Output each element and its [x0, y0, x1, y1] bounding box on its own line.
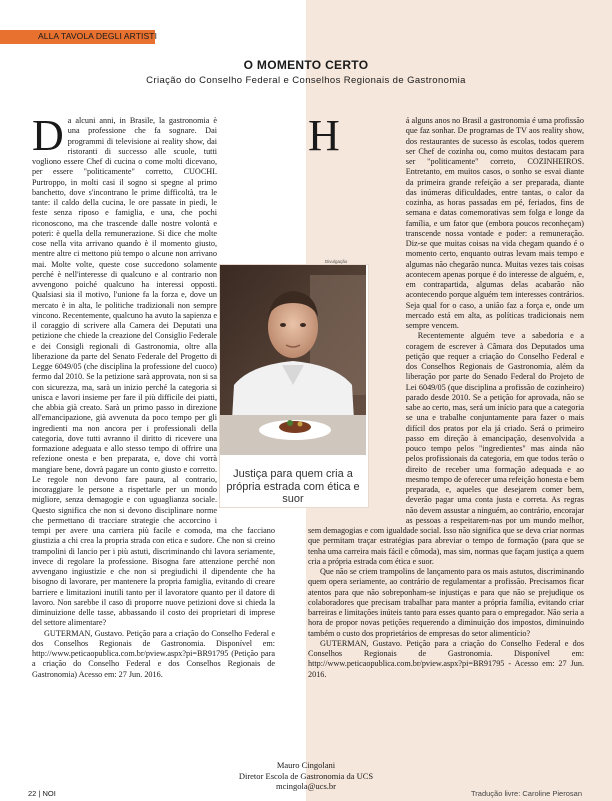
- left-drop-cap: D: [32, 111, 64, 160]
- right-paragraph: GUTERMAN, Gustavo. Petição para a criação do Conselho Federal e dos Conselhos Regionais de Gastronomia. Disponível em: http://www.peticaopublica.com.br/pview.aspx?pi=BR91795 - Acesso em: 27 Jun. 2016.: [308, 638, 584, 679]
- left-paragraph: GUTERMAN, Gustavo. Petição para a criação do Conselho Federal e dos Conselhos Regionais de Gastronomia. Disponível em: http://www.peticaopublica.com.br/pview.aspx?pi=BR91795 (Petição para a criação do Conselho Federal e dos Conselhos Regionais de Gastronomia) Acesso em: 27 Jun. 2016.: [32, 628, 275, 679]
- page-number: 22: [28, 789, 37, 798]
- article-title: O MOMENTO CERTO: [243, 58, 369, 72]
- photo-credit: Divulgação: [325, 259, 348, 264]
- author-name: Mauro Cingolani: [276, 760, 336, 770]
- translation-credit: Tradução livre: Caroline Pierosan: [470, 789, 582, 798]
- author-role: Diretor Escola de Gastronomia da UCS: [238, 770, 374, 781]
- left-paragraph: a alcuni anni, in Brasile, la gastronomia è una professione che fa sognare. Dai programmi di televisione ai reality show, dai ristoranti di successo alle scuole, tutti vogliono essere Chef di cucina o come molti dicevano, per essere "politicamente" corretto, CUOCHI. Purtroppo, in molti casi il sogno si spegne al primo banchetto, dove s'incontrano le prime difficoltà, tra le tante: il caldo della cucina, le ore passate in piedi, le feste senza riposo e famiglia, e una, che pochi riconoscono, ma che trascende dalle nostre volontà e poteri: è quella della remunerazione. Si dice che molte cose nella vita arrivano quando è il momento giusto, mentre altre ci mettono più tempo o alcune non arrivano mai. Molte volte, queste cose succedono solamente perché è nell'interesse di qualcuno e al contrario non avvengono poiché qualcuno ha interessi opposti. Qualsiasi sia il motivo, l'unione fa la forza e, dove un mercato è in alta, le politiche tradizionali non sempre vincono. Recentemente, qualcuno ha avuto la sapienza e il coraggio di scrivere alla Camera dei Deputati una petizione che chiede la creazione del Consiglio Federale e dei Consigli regionali di Gastronomia, oltre alla liberazione da parte del Senato Federale del Progetto di Legge 6049/05 (che disciplina la professione del cuoco) fermo dal 2010. Se la petizione sarà approvata, non si sa con sicurezza, ma, sarà un inizio perché la categoria si unisca e lavori insieme per fare il più difficile dei piatti, che abbia già creato. Sarà un primo passo in direzione all'emancipazione, già avvenuta da poco tempo per gli ingredienti ma non ancora per i professionali della categoria, dove tutti avranno il diritto di ricevere una formazione adeguata e allo stesso tempo di offrire una refezione onesta e ben preparata, e, dove chi vorrà mangiare bene, dovrà pagare un conto giusto e corretto. Le regole non devono fare paura, al contrario, incoraggiare le persone a rispettarle per un mondo migliore, senza demagogie e con uguaglianza sociale. Questo significa che non si devono disciplinare norme che permettano di tracciare strategie che accorcino i tempi per avere una carriera più facile e comoda, ma che facciano giustizia a chi crea la propria strada con etica e sudore. Che non si creino trampolini di lancio per i più astuti, discriminando chi lavora seriamente, invece di regolare la professione. Bisogna fare attenzione perché non avvengano ingiustizie e che non si pregiudichi il dipendente che ha bisogno di lavorare, per mantenere la propria famiglia, evitando di creare barriere e limitazioni inutili tanto per il lavoratore quanto per il datore di lavoro. Non sarebbe il caso di proporre nuove petizioni dove si chieda la diminuizione delle tasse, abbassando il costo dei proprietari di imprese del settore alimentare?: [32, 116, 275, 628]
- right-paragraph: á alguns anos no Brasil a gastronomia é uma profissão que faz sonhar. De programas de TV aos reality show, dos restaurantes de sucesso às escolas, todos querem ser Chef de cozinha ou, como muitos destacam para ser "politicamente" correto, COZINHEIROS. Entretanto, em muitos casos, o sonho se esvai diante da primeira grande refeição a ser preparada, diante das inúmeras dificuldades, entre tantas, o calor da cozinha, as horas passadas em pé, feriados, fins de semana e datas comemorativas sem folga e longe da família, e um fator que (embora poucos reconheçam) transcende nossa vontade e poder: a remuneração. Diz-se que muitas coisas na vida chegam quando é o momento certo, enquanto outras levam mais tempo e algumas não chegarão nunca. Muitas vezes tais coisas acontecem apenas porque é do interesse de alguém, e, em contrapartida, algumas delas acabarão não acontecendo porque alguém tem interesses contrários. Seja qual for o caso, a união faz a força e, onde um mercado está em alta, as políticas tradicionais nem sempre vencem.: [405, 116, 584, 330]
- right-paragraph: Que não se criem trampolins de lançamento para os mais astutos, discriminando quem opera seriamente, ao contrário de regulamentar a profissão. Precisamos ficar atentos para que não sobreponham-se injustiças e para que não se prejudique os colaboradores que precisam trabalhar para manter a própria família, evitando criar barreiras e limitações inúteis tanto para esses quanto para o empregador. Não seria a hora de propor novas petições requerendo a diminuição dos impostos, diminuindo também o custo dos proprietários de empresas do setor alimentício?: [308, 567, 584, 638]
- author-email: mcingola@ucs.br: [276, 781, 336, 791]
- section-label: ALLA TAVOLA DEGLI ARTISTI: [38, 31, 158, 41]
- section-header-bar: [0, 30, 158, 44]
- photo-caption: Justiça para quem cria a própria estrada com ética e suor: [226, 468, 360, 505]
- author-block: [0, 760, 612, 792]
- chef-portrait-photo: [220, 265, 366, 455]
- right-paragraph: Recentemente alguém teve a sabedoria e a coragem de escrever à Câmara dos Deputados uma petição que requer a criação do Conselho Federal e dos Conselhos Regionais de Gastronomia, além da liberação por parte do Senado Federal do Projeto de Lei 6049/05 (que disciplina a profissão de cozinheiro) parado desde 2010. Se a petição for aprovada, não se sabe ao certo, mas, será um início para que a categoria se una e trabalhe conjuntamente para fazer o mais difícil dos pratos por ela já criado. Será o primeiro passo em direção à emancipação, desenvolvida a pouco tempo pelos "ingredientes" mas ainda não pelos profissionais da categoria, em que todos terão o direito de receber uma formação adequada e ao mesmo tempo de oferecer uma refeição honesta e bem preparada, e, aqueles que desejarem comer bem, deverão pagar uma conta justa e correta. As regras não devem assustar a ninguém, ao contrário, encorajar as pessoas a respeitarem-nas por um mundo melhor, sem demagogias e com igualdade social. Isso não significa que se deva criar normas que permitam traçar estratégias para abreviar o tempo de formação (para que se tenha uma carreira mais fácil e cômoda), mas sim, normas que façam justiça a quem cria a própria estrada com ética e suor.: [308, 331, 585, 566]
- page-footer-left: [28, 789, 56, 798]
- article-subtitle: Criação do Conselho Federal e Conselhos Regionais de Gastronomia: [146, 75, 466, 86]
- magazine-name: NOI: [42, 789, 56, 798]
- right-drop-cap: H: [308, 111, 340, 160]
- footer-separator: |: [38, 789, 41, 798]
